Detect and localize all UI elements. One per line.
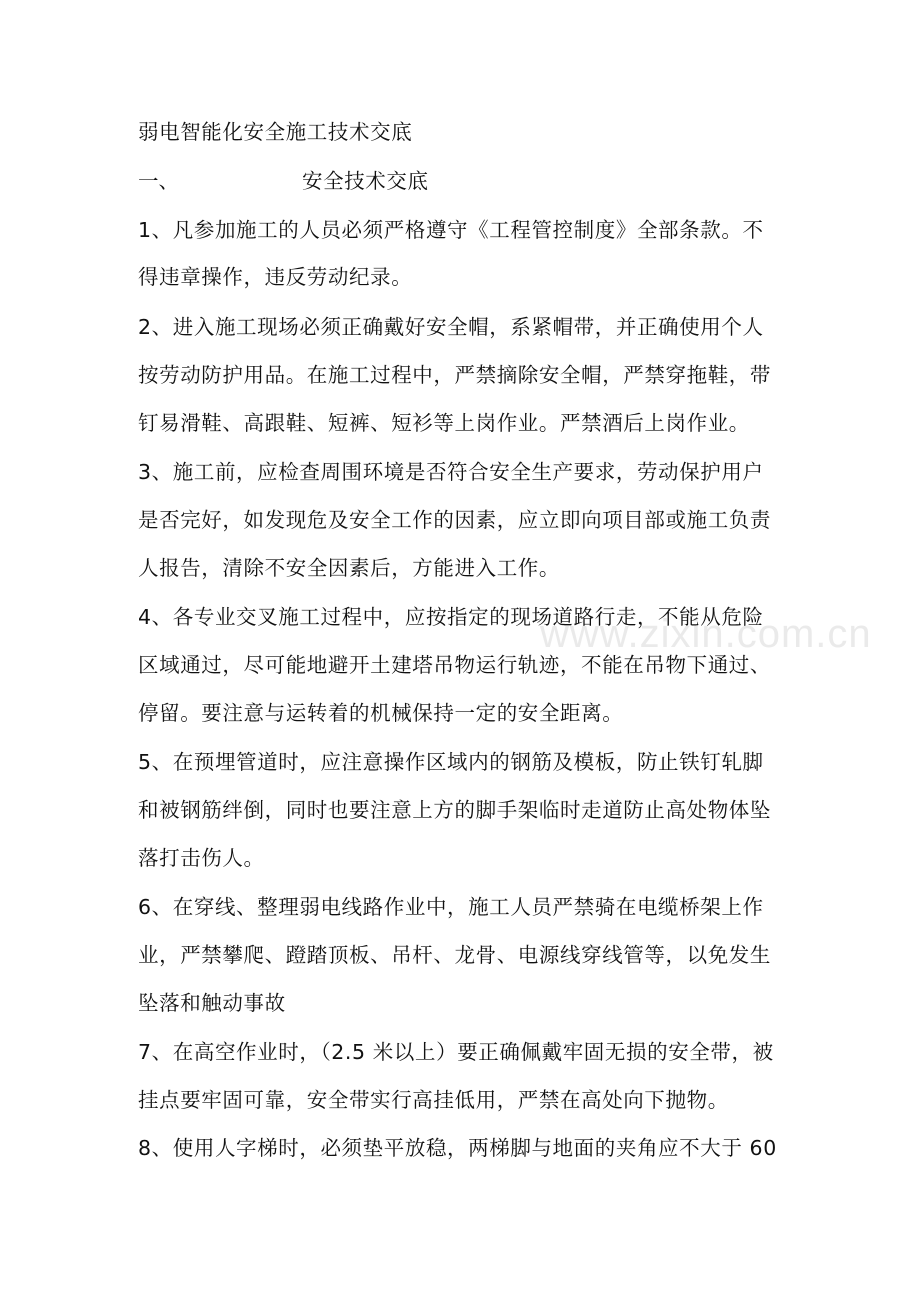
text-line: 停留。要注意与运转着的机械保持一定的安全距离。	[138, 701, 624, 725]
text-line: 8、使用人字梯时，必须垫平放稳，两梯脚与地面的夹角应不大于 60	[138, 1136, 777, 1160]
watermark: www.zixin.com.cn	[540, 612, 872, 656]
text-line: 1、凡参加施工的人员必须严格遵守《工程管控制度》全部条款。不	[138, 218, 764, 242]
text-line: 落打击伤人。	[138, 846, 265, 870]
text-line: 区域通过，尽可能地避开土建塔吊物运行轨迹，不能在吊物下通过、	[138, 653, 771, 677]
text-line: 钉易滑鞋、高跟鞋、短裤、短衫等上岗作业。严禁酒后上岗作业。	[138, 411, 750, 435]
text-line: 5、在预埋管道时，应注意操作区域内的钢筋及模板，防止铁钉轧脚	[138, 750, 764, 774]
text-line: 和被钢筋绊倒，同时也要注意上方的脚手架临时走道防止高处物体坠	[138, 798, 771, 822]
text-line: 按劳动防护用品。在施工过程中，严禁摘除安全帽，严禁穿拖鞋，带	[138, 363, 771, 387]
text-line: 2、进入施工现场必须正确戴好安全帽，系紧帽带，并正确使用个人	[138, 315, 764, 339]
text-line: 得违章操作，违反劳动纪录。	[138, 265, 413, 289]
text-line: 3、施工前，应检查周围环境是否符合安全生产要求，劳动保护用户	[138, 460, 764, 484]
text-line: 挂点要牢固可靠，安全带实行高挂低用，严禁在高处向下抛物。	[138, 1088, 729, 1112]
text-line: 人报告，清除不安全因素后，方能进入工作。	[138, 556, 560, 580]
text-line: 7、在高空作业时，（2.5 米以上）要正确佩戴牢固无损的安全带，被	[138, 1040, 774, 1064]
section-heading: 安全技术交底	[302, 169, 429, 193]
text-line: 4、各专业交叉施工过程中，应按指定的现场道路行走，不能从危险	[138, 605, 764, 629]
section-number: 一、	[138, 169, 179, 193]
text-line: 6、在穿线、整理弱电线路作业中，施工人员严禁骑在电缆桥架上作	[138, 895, 764, 919]
document-title: 弱电智能化安全施工技术交底	[138, 120, 413, 144]
text-line: 是否完好，如发现危及安全工作的因素，应立即向项目部或施工负责	[138, 508, 771, 532]
text-line: 业，严禁攀爬、蹬踏顶板、吊杆、龙骨、电源线穿线管等，以免发生	[138, 943, 771, 967]
text-line: 坠落和触动事故	[138, 991, 286, 1015]
